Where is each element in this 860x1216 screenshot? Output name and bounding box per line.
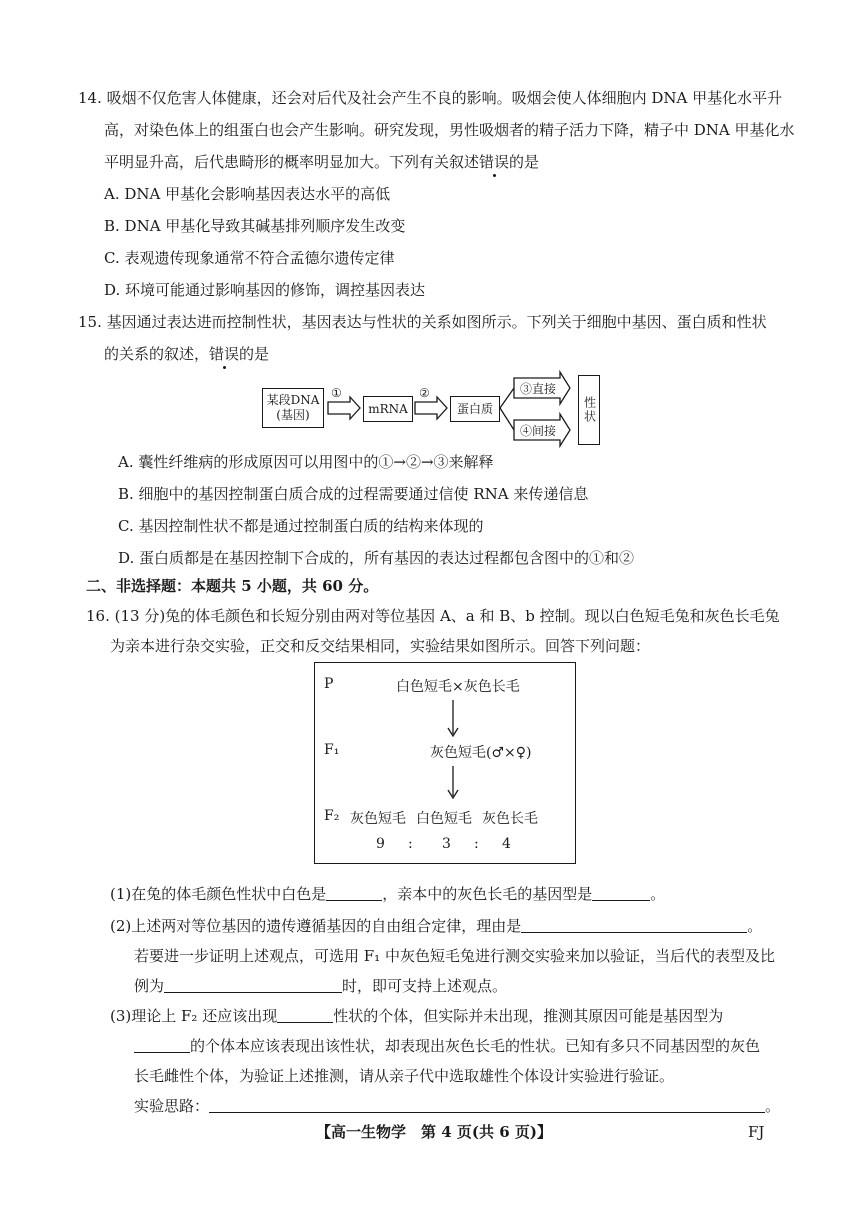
- f2-type: 灰色长毛: [482, 811, 538, 827]
- q16-stem-line2: 为亲本进行杂交实验，正交和反交结果相同，实验结果如图所示。回答下列问题：: [110, 637, 651, 655]
- step-2-label: ②: [419, 386, 430, 400]
- q16-part3-line4: 实验思路： 。: [134, 1097, 781, 1115]
- q14-option-b: B. DNA 甲基化导致其碱基排列顺序发生改变: [104, 217, 406, 235]
- q14-stem-line1: 14. 吸烟不仅危害人体健康，还会对后代及社会产生不良的影响。吸烟会使人体细胞内 DNA 甲基化水平升: [78, 89, 783, 107]
- q16-stem-line1: 16. (13 分)兔的体毛颜色和长短分别由两对等位基因 A、a 和 B、b 控制。现以白色短毛兔和灰色长毛兔: [86, 607, 780, 625]
- f2-ratio-sep: :: [408, 836, 413, 852]
- answer-blank[interactable]: [164, 978, 342, 993]
- q14-option-d: D. 环境可能通过影响基因的修饰，调控基因表达: [104, 281, 426, 299]
- section-heading: 二、非选择题：本题共 5 小题，共 60 分。: [86, 577, 379, 595]
- direct-label: ③直接: [520, 382, 557, 396]
- q16-part3-line3: 长毛雌性个体，为验证上述推测，请从亲子代中选取雄性个体设计实验进行验证。: [134, 1067, 675, 1085]
- f1-label: F₁: [324, 742, 340, 758]
- q15-option-d: D. 蛋白质都是在基因控制下合成的，所有基因的表达过程都包含图中的①和②: [118, 549, 635, 567]
- protein-box: 蛋白质: [450, 396, 500, 422]
- q16-part2-line3: 例为 时，即可支持上述观点。: [134, 977, 508, 995]
- page-footer: 【高一生物学 第 4 页(共 6 页)】: [316, 1123, 552, 1141]
- footer-code: FJ: [748, 1123, 765, 1141]
- f2-label: F₂: [324, 808, 340, 824]
- answer-blank[interactable]: [277, 1008, 333, 1023]
- answer-blank[interactable]: [134, 1038, 190, 1053]
- f2-type: 白色短毛: [416, 811, 472, 827]
- p-label: P: [324, 676, 334, 692]
- q15-stem-line2: 的关系的叙述，错误的是: [104, 345, 270, 363]
- mrna-box: mRNA: [363, 396, 413, 422]
- gene-box: 某段DNA (基因): [262, 388, 324, 428]
- answer-blank[interactable]: [209, 1098, 765, 1113]
- answer-blank[interactable]: [326, 886, 382, 901]
- diagram-arrows: [0, 0, 860, 460]
- emphasis-wrong: 错误: [479, 153, 510, 171]
- f2-type: 灰色短毛: [350, 811, 406, 827]
- q14-option-a: A. DNA 甲基化会影响基因表达水平的高低: [104, 185, 391, 203]
- q15-option-b: B. 细胞中的基因控制蛋白质合成的过程需要通过信使 RNA 来传递信息: [118, 485, 589, 503]
- f2-ratio-value: 9: [376, 836, 385, 852]
- f2-ratio-sep: :: [474, 836, 479, 852]
- q16-part2-line2: 若要进一步证明上述观点，可选用 F₁ 中灰色短毛兔进行测交实验来加以验证，当后代的表型及比: [134, 947, 775, 965]
- trait-box: 性状: [578, 375, 600, 445]
- q16-part3-line1: (3)理论上 F₂ 还应该出现 性状的个体，但实际并未出现，推测其原因可能是基因型为: [110, 1007, 724, 1025]
- q15-option-a: A. 囊性纤维病的形成原因可以用图中的①→②→③来解释: [118, 453, 494, 471]
- q16-part3-line2: 的个体本应该表现出该性状，却表现出灰色长毛的性状。已知有多只不同基因型的灰色: [134, 1036, 760, 1056]
- q16-part1: (1)在兔的体毛颜色性状中白色是 ，亲本中的灰色长毛的基因型是 。: [110, 885, 666, 903]
- indirect-label: ④间接: [520, 424, 557, 438]
- q14-stem-line2: 高，对染色体上的组蛋白也会产生影响。研究发现，男性吸烟者的精子活力下降，精子中 DNA 甲基化水: [104, 121, 795, 139]
- f2-ratio-value: 3: [442, 836, 451, 852]
- answer-blank[interactable]: [592, 886, 650, 901]
- q14-option-c: C. 表观遗传现象通常不符合孟德尔遗传定律: [104, 249, 395, 267]
- f2-ratio-value: 4: [502, 836, 511, 852]
- q14-stem-line3: 平明显升高，后代患畸形的概率明显加大。下列有关叙述错误的是: [104, 153, 540, 171]
- q15-option-c: C. 基因控制性状不都是通过控制蛋白质的结构来体现的: [118, 517, 484, 535]
- arrow-down-icon: [446, 766, 460, 802]
- answer-blank[interactable]: [521, 918, 747, 933]
- step-1-label: ①: [331, 386, 342, 400]
- emphasis-wrong: 错误: [209, 345, 240, 363]
- f1-text: 灰色短毛(♂×♀): [430, 745, 532, 761]
- p-cross-text: 白色短毛×灰色长毛: [396, 679, 520, 695]
- q15-stem-line1: 15. 基因通过表达进而控制性状，基因表达与性状的关系如图所示。下列关于细胞中基因、蛋白质和性状: [78, 313, 767, 331]
- q16-part2-line1: (2)上述两对等位基因的遗传遵循基因的自由组合定律，理由是 。: [110, 917, 763, 935]
- arrow-down-icon: [446, 700, 460, 740]
